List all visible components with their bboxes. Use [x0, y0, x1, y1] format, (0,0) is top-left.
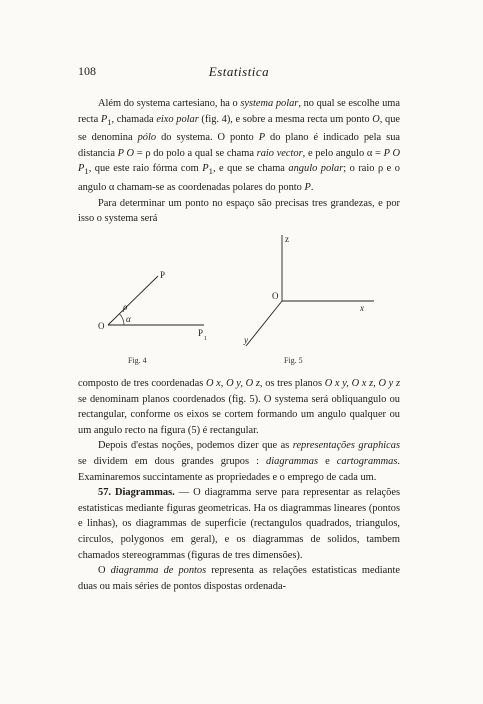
fig4-label-o: O — [98, 321, 105, 331]
paragraph-diagrams: 57. Diagrammas. — O diagramma serve para representar as relações estatisticas mediante figuras geometricas. Ha os diagrammas lineares (pontos e linhas), os diagrammas de superficie (rectangulos quadrados, triangulos, circulos, polygonos em geral), e os diagrammas de solidos, tambem chamados stereogrammas (figuras de tres dimensões). — [78, 487, 400, 561]
paragraph-coordinate-planes: composto de tres coordenadas O x, O y, O z, os tres planos O x y, O x z, O y z se denominam planos coordenados (fig. 5). O systema será obliquangulo ou rectangular, conforme os eixos se cortem formando um angulo qualquer ou um angulo recto na figura (5) é rectangular. — [78, 378, 401, 436]
page-number: 108 — [78, 64, 96, 78]
y-axis-line — [246, 301, 282, 346]
fig5-label-o: O — [272, 291, 279, 301]
figure-4-polar — [98, 270, 207, 365]
paragraph-dot-diagram: O diagramma de pontos representa as relações estatisticas mediante duas ou mais séries de pontos dispostas ordenada- — [78, 565, 400, 592]
figures-area — [78, 232, 400, 372]
radius-vector-line — [108, 276, 158, 325]
fig5-caption: Fig. 5 — [284, 356, 303, 365]
text-block-top — [78, 96, 400, 227]
fig5-label-x: x — [360, 303, 364, 313]
fig4-label-alpha: α — [126, 314, 131, 324]
page-header — [78, 64, 400, 80]
fig5-label-z: z — [285, 234, 289, 244]
angle-arc — [119, 314, 124, 325]
text-block-bottom — [78, 376, 400, 594]
fig4-label-p1-sub: 1 — [204, 336, 207, 342]
paragraph-polar-system: Além do systema cartesiano, ha o systema polar, no qual se escolhe uma recta $P_1$, chamada eixo polar (fig. 4), e sobre a mesma recta um ponto O, que se denomina pólo do systema. O ponto P do plano é indicado pela sua distancia P O = ρ do polo a qual se chama raio vector, e pelo angulo α = P O $P_1$, que este raio fórma com $P_1$, e que se chama angulo polar; o raio ρ e o angulo α chamam-se as coordenadas polares do ponto P. — [78, 98, 401, 194]
paragraph-space-coordinates: Para determinar um ponto no espaço são precisas tres grandezas, e por isso o systema será — [78, 197, 400, 225]
figure-5-space-axes — [243, 234, 374, 365]
fig4-label-p: P — [160, 270, 166, 280]
fig4-label-p1: P — [198, 328, 204, 338]
section-heading-57: 57. Diagrammas. — [98, 487, 175, 499]
paragraph-graphic-representations: Depois d'estas noções, podemos dizer que as representações graphicas se dividem em dous grandes grupos : diagrammas e cartogrammas. Examinaremos succintamente as propriedades e o emprego de cada um. — [78, 440, 401, 483]
figures-svg — [78, 232, 400, 372]
fig5-label-y: y — [244, 335, 248, 345]
fig4-caption: Fig. 4 — [128, 356, 147, 365]
fig4-label-rho: ρ — [123, 302, 128, 312]
running-head: Estatistica — [208, 64, 270, 79]
